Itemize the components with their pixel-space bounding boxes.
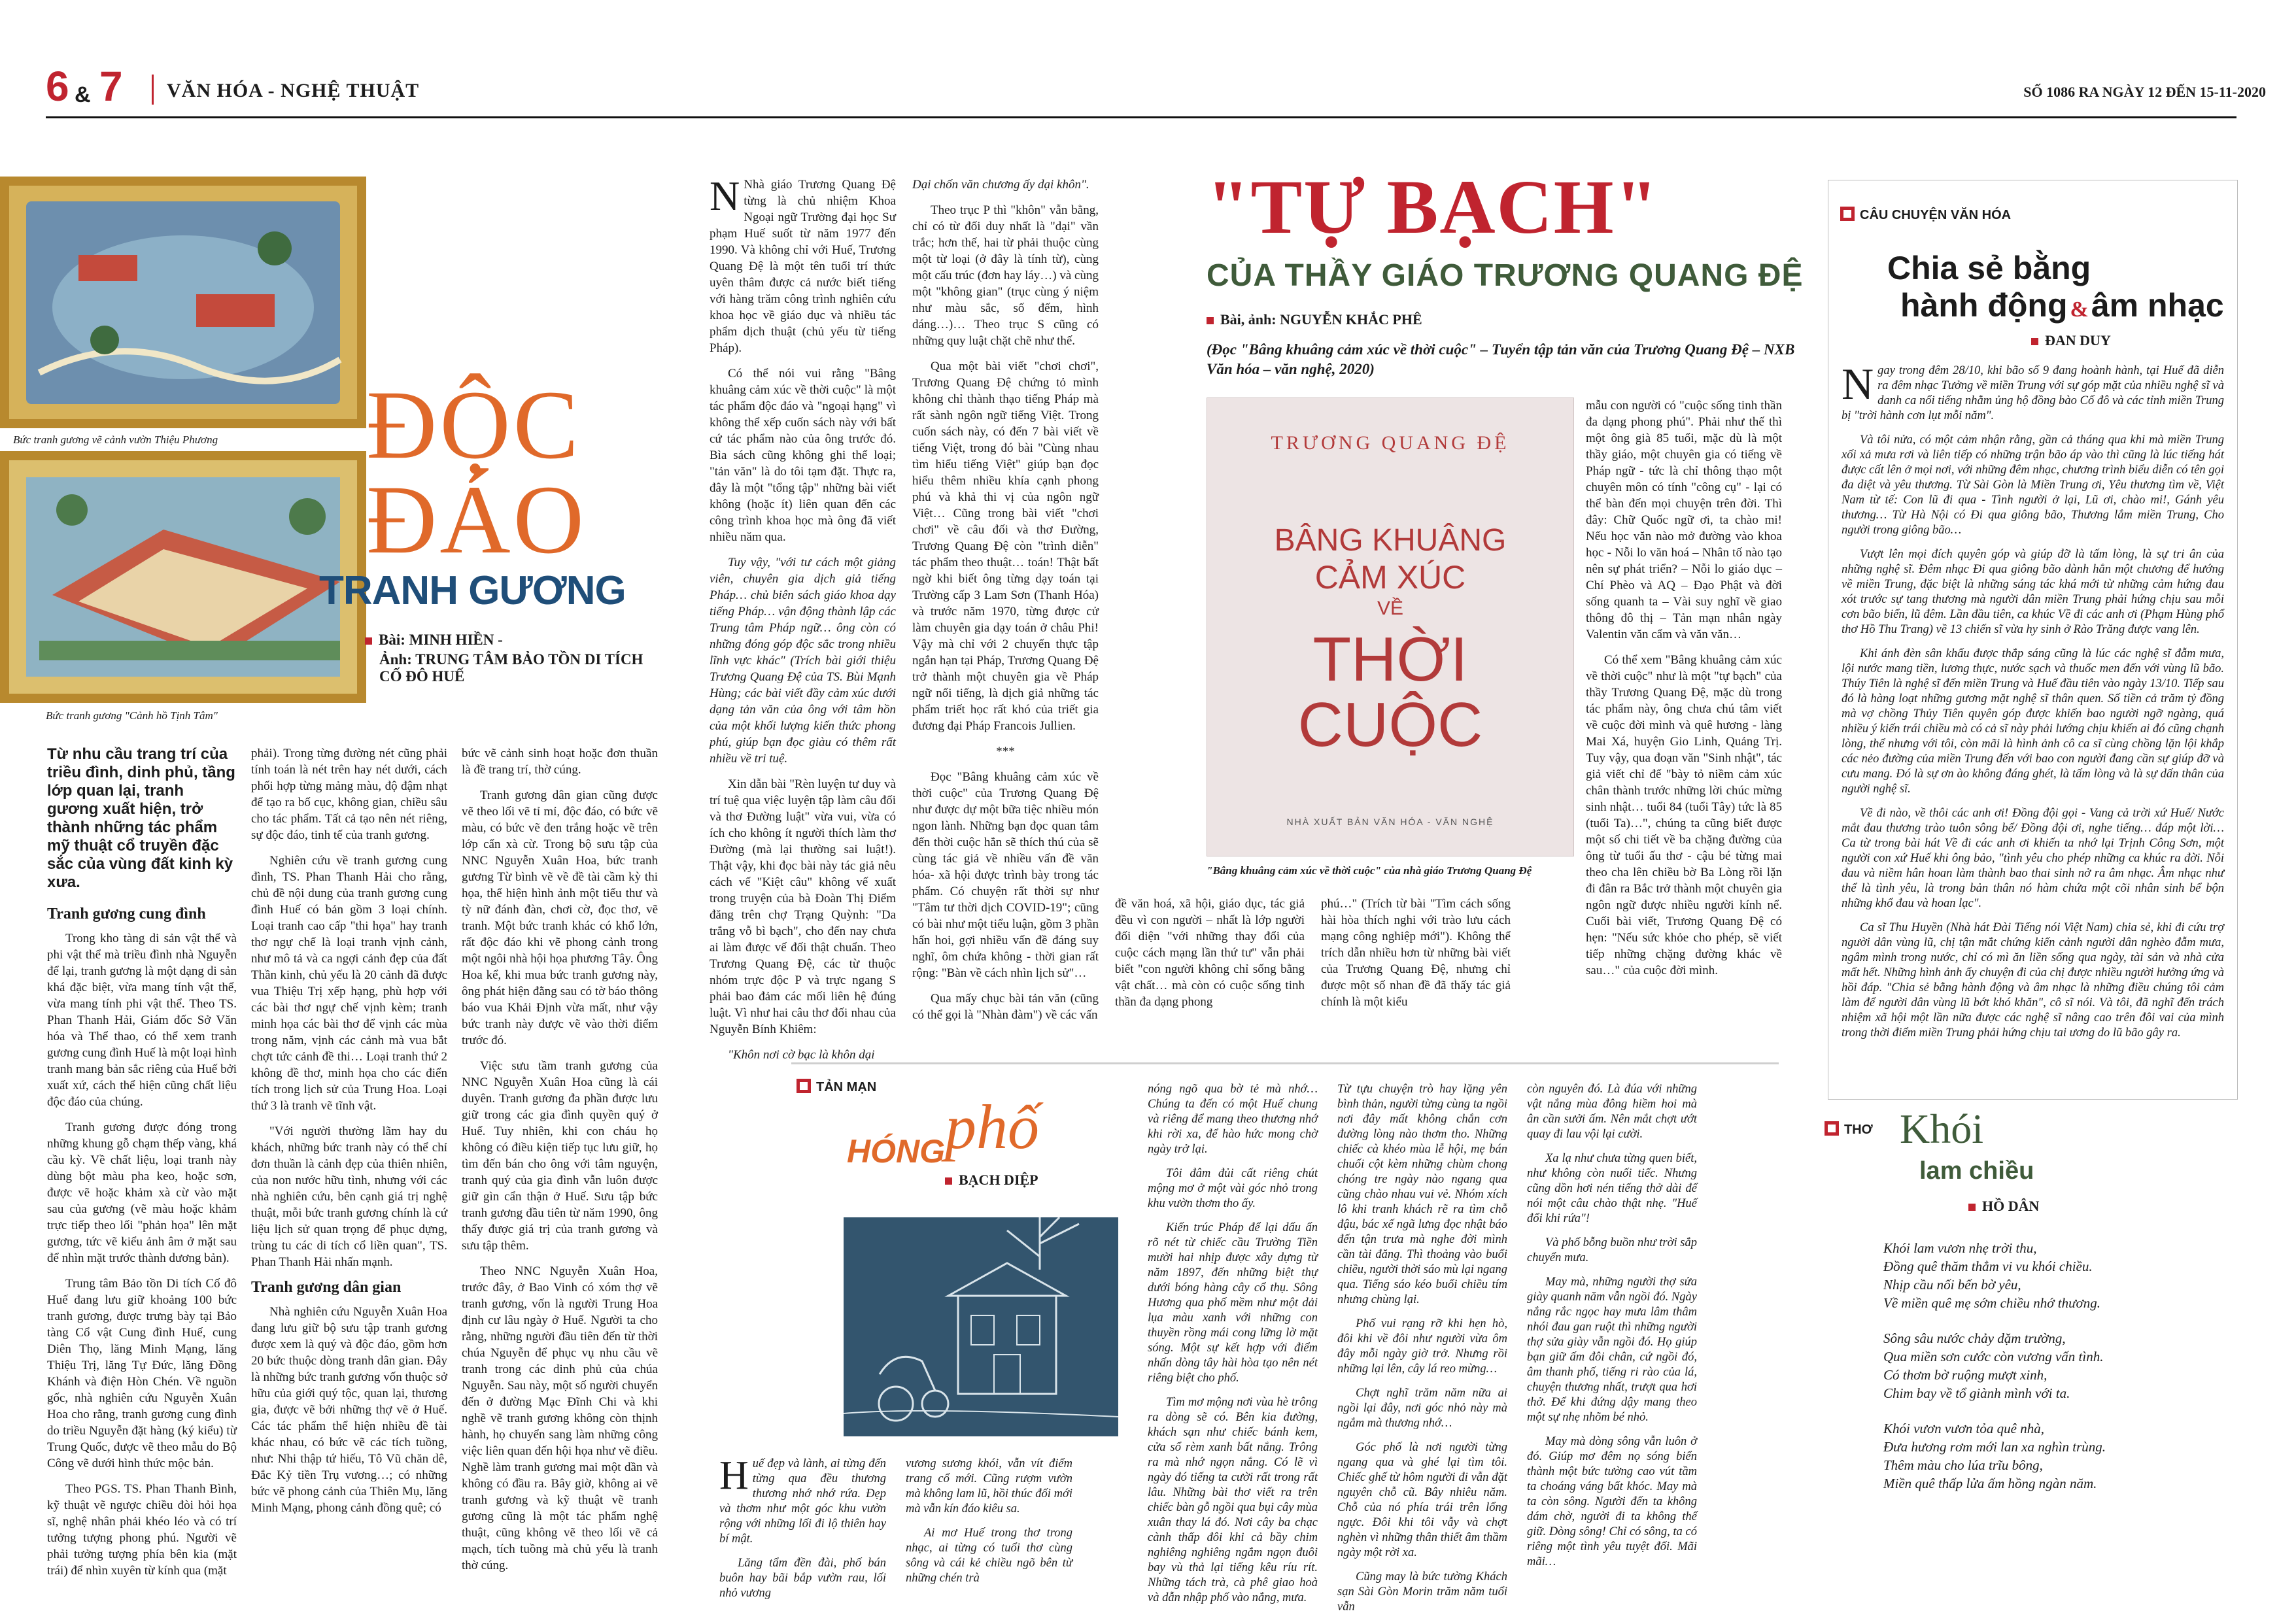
poem-tag-label: THƠ (1844, 1123, 1873, 1137)
photo-thieu-phuong (0, 177, 366, 428)
hong-pho-para: Kiến trúc Pháp để lại dấu ấn rõ nét từ chiếc cầu Trường Tiền mười hai nhịp được xây dựng từ năm 1897, đến những biệt thự dưới bóng hàng cây cổ thụ. Sông Hương qua phố mềm như một dải lụa màu xanh với những con thuyền rồng mái cong lững lờ mặt sóng. Một sự kết hợp với điểm nhấn dòng tây hài hòa tạo nên nét riêng biệt cho phố. (1148, 1221, 1318, 1385)
hong-pho-para: Chợt nghĩ trăm năm nữa ai ngồi lại đây, nơi góc nhỏ này mà ngắm mà thương nhớ… (1337, 1387, 1507, 1430)
street-house-illustration (844, 1217, 1118, 1436)
poem-title-2: lam chiều (1919, 1157, 2034, 1185)
hong-pho-para: Xa lạ như chưa từng quen biết, như không còn nuối tiếc. Nhưng cũng dồn hơi nén tiếng thở dài để nói một câu chào thật nhẹ. "Huế đổi khi rứa"! (1527, 1152, 1697, 1225)
article2-col5 (1586, 398, 1782, 988)
article1-para: Theo PGS. TS. Phan Thanh Bình, kỹ thuật vẽ ngược chiều đòi hỏi họa sĩ, nghệ nhân phải khéo léo và có trí tưởng tượng phong phú. Người vẽ phải tưởng tượng phía bên kia (mặt trái) để nhìn xuyên từ kính qua (mặt (47, 1482, 237, 1578)
article2-verse: Dại chốn văn chương ấy dại khôn". (912, 178, 1089, 192)
culture-para: Khi ánh đèn sân khấu được thắp sáng cũng là lúc các nghệ sĩ đẫm mưa, lội nước mang tiền, lương thực, nước sạch và thuốc men đến với vùng lũ bão. Thúy Tiên là nghệ sĩ đến miền Trung và Huế đầu tiên vào ngày 13/10. Tiếp sau đó là hàng loạt những gương mặt nghệ sĩ thân quen. Số tiền cả trăm tỷ đồng mà vợ chồng Thủy Tiên quyên góp được khiến bao người ngỡ ngàng, quá nhiều ý kiến trái chiều mà có cả sĩ này phải lướng chịu khiến ai đó cũng chạnh lòng, thể nhưng với tôi, còn mãi là hình ảnh cô ca sĩ cùng chồng lặn lội khắp các nẻo đường của miền Trung đến với bao con người đang cần sự giúp đỡ và cưu mang. Đó là sự ơn ào không đáng ghét, là tấm lòng và là sự dấn thân của người nghệ sĩ. (1842, 647, 2224, 796)
culture-title-word: âm nhạc (2091, 287, 2224, 324)
page-number-right: 7 (99, 63, 123, 110)
article2-para: Qua một bài viết "chơi chơi", Trương Quang Đệ chứng tỏ mình không chỉ thành thạo tiếng Pháp mà rất sành ngôn ngữ tiếng Việt. Trong cuốn sách này, có đến 7 bài viết về tiếng Việt, trong đó bài "Cùng nhau tìm hiểu tiếng Việt" giúp bạn đọc hiểu thêm nhiều khía cạnh phong phú và khả thi vị của ngôn ngữ Việt… Cũng trong bài viết "chơi chơi" về câu đối và thơ Đường, Trương Quang Đệ còn "trình diễn" tác phẩm theo thuật… toán! Thật bất ngờ khi biết ông từng dạy toán tại Trường cấp 3 Lam Sơn (Thanh Hóa) và trước năm 1970, từng được cử làm chuyên gia dạy toán ở châu Phi! Vậy mà chỉ với 2 chuyến thực tập ngắn hạn tại Pháp, Trương Quang Đệ trở thành một chuyên gia về Pháp ngữ nổi tiếng, là dịch giả những tác phẩm triết học rất khó của triết gia đương đại Pháp Francois Jullien. (912, 360, 1099, 733)
article1-title-tranh-guong: TRANH GƯƠNG (319, 568, 626, 613)
article1-para: Nhà nghiên cứu Nguyễn Xuân Hoa đang lưu giữ bộ sưu tập tranh gương được xem là quý và độc đáo, gồm hơn 20 bức thuộc dòng tranh dân gian. Đây là những bức tranh gương vốn thuộc sở hữu của giới quý tộc, quan lại, thương gia, được vẽ bởi những thợ vẽ ở Huế. Các tác phẩm thể hiện nhiều đề tài khác nhau, có bức vẽ các tích tuồng, như: Nhi thập tứ hiếu, Tô Vũ chăn dê, Đắc Kỷ tiền Trụ vương…; có những bức vẽ phong cảnh của Thiên Mụ, lăng Minh Mạng, phong cảnh đồng quê; có (251, 1305, 447, 1515)
hong-pho-dropcap: H (719, 1453, 749, 1498)
hong-pho-para: Góc phố là nơi người từng ngang qua và ghé lại tìm tôi. Chiếc ghế từ hôm người đi vẫn đặt nguyên chỗ cũ. Bây nhiêu năm. Chỗ của nó phía trái trên lổng ngực. Đôi khi tôi vẫy và chợt nghèn vì những thân thiết âm thầm ngày một rời xa. (1337, 1441, 1507, 1559)
poem-line: Khói vươn vươn tỏa quê nhà, (1883, 1421, 2044, 1436)
poem-line: Về miền quê mẹ sớm chiều nhớ thương. (1883, 1295, 2101, 1311)
culture-para-text: gay trong đêm 28/10, khi bão số 9 đang hoành hành, tại Huế đã diễn ra đêm nhạc Tưởng về miền Trung với sự góp mặt của nhiều nghệ sĩ và danh ca nổi tiếng nhằm ủng hộ đồng bào Cố đô và các tỉnh miền Trung bị "trời hành cơn lụt mỗi năm". (1842, 364, 2224, 422)
book-title-3: VỀ (1377, 598, 1404, 619)
article2-para: Theo trục P thì "khôn" vẫn bằng, chỉ có từ đối duy nhất là "dại" vần trắc; hơn thế, hai từ phải thuộc cùng một từ loại (ở đây là tính từ), cùng một cấu trúc (đơn hay láy…) và cùng một "không gian" (trục cùng ý niệm như màu sắc, số đếm, hình dáng…)… Theo trục S cũng có những quy luật chặt chẽ như thế. (912, 203, 1099, 348)
culture-title-word: hành động (1900, 287, 2068, 324)
article1-byline-author: Bài: MINH HIỀN - (379, 632, 503, 648)
article1-para: Trung tâm Bảo tồn Di tích Cố đô Huế đang lưu giữ khoảng 100 bức tranh gương, được trưng bày tại Bảo tàng Cổ vật Cung đình Huế, cung Diên Thọ, lăng Minh Mạng, lăng Thiệu Trị, lăng Tự Đức, lăng Đồng Khánh và điện Hòn Chén. Về nguồn gốc, nhà nghiên cứu Nguyễn Xuân Hoa cho rằng, tranh gương cung đình do triều Nguyễn đặt hàng (ký kiểu) từ Trung Quốc, được vẽ theo mẫu do Bộ Công vẽ dưới hình thức mộc bản. (47, 1277, 237, 1470)
byline-marker-icon (945, 1177, 952, 1185)
poem-line: Có thơm bờ ruộng mượt xinh, (1883, 1367, 2048, 1383)
article2-separator: *** (996, 745, 1015, 758)
tan-man-tag (797, 1079, 876, 1096)
culture-author (2031, 332, 2111, 349)
article2-dropcap: N (710, 173, 740, 219)
article2-para (710, 173, 896, 356)
article2-col2 (912, 177, 1099, 1032)
book-title-1: BÂNG KHUÂNG (1274, 523, 1507, 558)
article2-title: "TỰ BẠCH" (1207, 164, 1660, 250)
hong-pho-col1 (719, 1453, 886, 1610)
hong-pho-title-1: HÓNG (847, 1133, 945, 1170)
byline-marker-icon (1207, 317, 1214, 324)
hong-pho-para: Ai mơ Huế trong thơ trong nhạc, ai từng có tuổi thơ cùng sông và cái kẻ chiều ngõ bên từ những chén trà (906, 1527, 1072, 1585)
poem-author (1968, 1198, 2039, 1215)
article2-col4 (1321, 896, 1511, 1019)
poem-line: Chim bay về tổ giành mình với ta. (1883, 1385, 2070, 1401)
article1-lead: Từ nhu cầu trang trí của triều đình, dinh phủ, tầng lớp quan lại, tranh gương xuất hiện, trở thành những tác phẩm mỹ thuật cổ truyền đặc sắc của vùng đất kinh kỳ xưa. (47, 745, 235, 891)
section-name: VĂN HÓA - NGHỆ THUẬT (167, 80, 420, 101)
page-number-left: 6 (46, 63, 69, 110)
poem-title-1: Khói (1900, 1106, 1983, 1152)
book-publisher: NHÀ XUẤT BẢN VĂN HÓA - VĂN NGHỆ (1286, 817, 1494, 827)
article1-para: Việc sưu tầm tranh gương của NNC Nguyễn Xuân Hoa cũng là cái duyên. Tranh gương đa phần được lưu giữ trong các gia đình quyền quý ở Huế. Tuy nhiên, khi con cháu họ không có điều kiện tiếp tục lưu giữ, họ tìm đến bán cho ông với tâm nguyện, tranh quý của gia đình vẫn luôn được giữ gìn cẩn thận ở Huế. Sưu tập bức tranh gương đầu tiên từ năm 1990, ông thấy được giá trị của tranh gương và sưu tập thêm. (462, 1059, 658, 1253)
hong-pho-illustration (844, 1217, 1118, 1436)
culture-dropcap: N (1842, 359, 1874, 409)
poem-stanza-3 (1883, 1419, 2223, 1493)
culture-para: Về đi nào, về thôi các anh ơi! Đồng đội gọi - Vang cả trời xứ Huế/ Nước mắt đau thương trào tuôn sông bể/ Đồng đội ơi, nghe tiếng… đáp một lời… Ca từ trong bài hát Về đi các anh ơi khiến ta nhớ lại Trịnh Công Sơn, một người con xứ Huế khi ông bảo, "tình yêu cho phép những ca khúc ra đời. Nỗi đau và niềm hân hoan làm thành bao thai sinh nở ra âm nhạc. Âm nhạc như thể là tình yêu, là trong bản thân nó hàm chứa một cõi nhân sinh bể bộn những khổ đau và hoan lạc". (1842, 807, 2224, 910)
article1-subhead-2: Tranh gương dân gian (251, 1279, 402, 1296)
book-cover (1207, 398, 1574, 856)
article1-byline (365, 632, 666, 685)
hong-pho-para: nóng ngõ qua bờ tẻ mà nhớ… Chúng ta đến có một Huế chung và riêng để mang theo thương nhớ khi rời xa, để hào hức mong chờ ngày trở lại. (1148, 1083, 1318, 1156)
article1-col2 (251, 745, 447, 1525)
hong-pho-col4 (1337, 1082, 1507, 1624)
article2-verse: "Khôn nơi cờ bạc là khôn dại (728, 1048, 875, 1062)
hong-pho-para: May mà, những người thợ sửa giày quanh năm vẫn ngồi đó. Ngày nắng rắc ngọc hay mưa lâm thâm nhói đau gan ruột thì những người thợ sửa giày vẫn ngồi đó. Họ giúp bạn giữ ấm đôi chân, cứ ngồi đó, âm thanh phố, tiếng ri rào của lá, chuyện thương nhất, trượt qua hơi thở. Để khi đứng dậy mang theo một sự nhẹ nhõm bé nhỏ. (1527, 1276, 1697, 1424)
hong-pho-author-name: BẠCH DIỆP (959, 1172, 1038, 1188)
hong-pho-col3 (1148, 1082, 1318, 1615)
hong-pho-col5 (1527, 1082, 1697, 1579)
byline-marker-icon (365, 637, 372, 645)
article1-para: Tranh gương dân gian cũng được vẽ theo lối vẽ tỉ mỉ, độc đáo, có bức vẽ màu, có bức vẽ đen trắng hoặc vẽ trên lớp cẩn xà cừ. Trong bộ sưu tập của NNC Nguyễn Xuân Hoa, bức tranh gương Từ bình vẽ về đề tài cầm kỳ thi họa, thể hiện hình ảnh một tiểu thư và tỳ nữ đánh đàn, chơi cờ, đọc thơ, vẽ tranh. Một bức tranh khác có khổ lớn, rất độc đáo khi vẽ phong cảnh trong một ngôi nhà hội họa phương Tây. Ông Hoa kể, khi mua bức tranh gương này, ông phát hiện đằng sau có tờ báo thông báo vua Khải Định vừa mất, như vậy bức tranh này được vẽ vào thời điểm trước đó. (462, 788, 658, 1047)
article1-col1 (47, 745, 237, 1588)
article2-subtitle: CỦA THẦY GIÁO TRƯƠNG QUANG ĐỆ (1207, 258, 1804, 293)
article2-para: Có thể xem "Bâng khuâng cảm xúc về thời cuộc" như là một "tự bạch" của thầy Trương Quang Đệ, mặc dù trong tác phẩm này, ông chưa chú tâm viết về cuộc đời mình và quê hương - làng Mai Xá, huyện Gio Linh, Quảng Trị. Tuy vậy, qua đoạn văn "Sinh nhật", tác giả viết chỉ để "bày tỏ niềm cảm xúc chân thành trước những lời chúc mừng sinh nhật… tuổi 84 (tuổi Tây) tức là 85 (tuổi Ta)…", chúng ta cũng biết được một số chi tiết về ba chặng đường của ông từ tuổi ấu thơ - cậu bé từng mai theo cha lên chiều bờ Ba Lòng rồi lặn đi đân ra Bắc trở thành một chuyên gia ngôn ngữ được nhiều người kính nể. Cuối bài viết, Trương Quang Đệ có hẹn: "Nếu sức khỏe cho phép, sẽ viết tiếp những chặng đường khác về sau…" của cuộc đời mình. (1586, 653, 1782, 977)
article2-para: phú…" (Trích từ bài "Tìm cách sống hài hòa thích nghi với trào lưu cách mạng công nghiệp mới"). Không thể trích dẫn nhiều hơn từ những bài viết của Trương Quang Đệ, nhưng chỉ được một số nhan đề đã thấy tác giả chính là một kiểu (1321, 897, 1511, 1009)
mirror-painting-1-image (0, 177, 366, 428)
page-header (46, 65, 2266, 118)
tan-man-tag-box-icon (797, 1079, 811, 1093)
culture-tag (1840, 207, 2011, 224)
page-number-amp: & (75, 82, 91, 107)
article1-title-doc: ĐỘC (366, 371, 581, 479)
article2-byline-text: Bài, ảnh: NGUYỄN KHẮC PHÊ (1220, 311, 1422, 328)
culture-para (1842, 359, 2224, 424)
article2-col3 (1115, 896, 1305, 1019)
culture-author-name: ĐAN DUY (2045, 332, 2111, 348)
poem-line: Miền quê thấp lửa ấm hồng ngàn năm. (1883, 1476, 2097, 1491)
poem-tag (1825, 1121, 1873, 1139)
caption-tinh-tam: Bức tranh gương "Cảnh hồ Tịnh Tâm" (46, 709, 218, 722)
article2-para: Đọc "Bâng khuâng cảm xúc về thời cuộc" của Trương Quang Đệ như được dự một bữa tiệc nhiều món ngon lành. Những bạn đọc quan tâm đến thời cuộc hẳn sẽ thích thú của sẽ cùng tác giả về nhiều vấn đề văn hóa- xã hội được trình bày trong tác phẩm. Có chuyện rất thời sự như "Tâm tư thời dịch COVID-19"; cũng có bài như một tiểu luận, gồm 3 phần hấn hoi, gợi nhiều vấn đề đáng suy nghĩ, ôm chứa không - thời gian rất rộng: "Bàn về cách nhìn lịch sử"… (912, 770, 1099, 980)
hong-pho-para: Từ tựu chuyện trò hay lặng yên bình thản, người từng cùng ta ngồi nơi đây mất không chắn cơn đường lòng nào thơm tho. Những chiếc cà khéo mùa lễ hội, mẹ bán chuối cột kèm những chùm chong chóng tre ngày nào ngang qua cũng chào nhau vui vẻ. Nhóm xích lô khi tranh khách rẽ ra tìm chỗ đậu, bác xế ngã lưng đọc nhật báo đến tận trưa mà nghe đời mình cần tài đăng. Thì thoảng vào buổi chiều, người thời sáo mù lại ngang qua. Tiếng sáo kéo buổi chiều tím nhưng chùng lại. (1337, 1083, 1507, 1306)
book-caption: "Bâng khuâng cảm xúc về thời cuộc" của nhà giáo Trương Quang Đệ (1207, 864, 1532, 877)
culture-title-1: Chia sẻ bằng (1887, 250, 2091, 286)
article2-para: Qua mấy chục bài tản văn (cũng có thể gọi là "Nhàn đàm") về các vấn (912, 992, 1099, 1022)
hong-pho-para: còn nguyên đó. Là đúa với những vật nắng mùa đông hiềm hoi mà ân cần sưởi ấm. Nên mắt chợt ướt quay đi lau vội lại cười. (1527, 1083, 1697, 1141)
article1-para: "Với người thường lãm hay du khách, những bức tranh này có thể chỉ đơn thuần là cảnh đẹp của thiên nhiên, của non nước hữu tình, nhưng với các nhà nghiên cứu, bên cạnh giá trị nghệ thuật, mỗi bức tranh gương chính là cứ liệu lịch sử quan trọng để phục dựng, trùng tu các di tích cổ liền quan", TS. Phan Thanh Hải nhấn mạnh. (251, 1125, 447, 1269)
byline-marker-icon (1968, 1204, 1976, 1211)
article1-para: phải). Trong từng đường nét cũng phải tính toán là nét trên hay nét dưới, cách phối hợp từng mảng màu, độ đậm nhạt để tạo ra bố cục, không gian, chiều sâu cho tác phẩm. Tất cả tạo nên nét riêng, sự độc đáo, tinh tế của tranh gương. (251, 747, 447, 842)
poem-stanza-1 (1883, 1239, 2223, 1312)
byline-marker-icon (2031, 338, 2038, 345)
culture-para: Và tôi nửa, có một cảm nhận rằng, gần cả tháng qua khi mà miền Trung xối xả mưa rơi và liên tiếp có những trận bão áp vào thì cũng là lúc tiếng hát được cất lên ở mọi nơi, với những đêm nhạc, chương trình biểu diễn có tên gọi đa diệt và yêu thương. Từ Sài Gòn là Miền Trung ơi, Yêu thương tìm về, Việt Nam từ tế: Con lũ đi qua - Tình người ở lại, Lũ ơi, chào mi!, Gánh yêu thương… Từ Hà Nội có Đi qua giông bão, Thương lắm miền Trung, Cho người trong giông bão… (1842, 433, 2224, 537)
poem-line: Khói lam vươn nhẹ trời thu, (1883, 1240, 2037, 1256)
tan-man-tag-label: TẢN MẠN (816, 1080, 877, 1094)
culture-title-2 (1900, 286, 2224, 324)
hong-pho-para-text: uế đẹp và lành, ai từng đến từng qua đều thương thương nhớ nhớ rứa. Đẹp và thơm như một góc khu vườn rộng với những lối đi lộ thiên hay bí mật. (719, 1457, 886, 1546)
hong-pho-author (945, 1172, 1038, 1189)
article2-para: Tuy vậy, "với tư cách một giảng viên, chuyên gia dịch giả tiếng Pháp… chủ biên sách giáo khoa dạy tiếng Pháp… vận động thành lập các Trung tâm Pháp ngữ… ông còn có những đóng góp độc sắc trong nhiều lĩnh vực khác" (Trích bài giới thiệu Trương Quang Đệ của TS. Bùi Mạnh Hùng; các bài viết đầy cảm xúc dưới dạng tản văn của ông với tâm hồn của một khối lượng kiến thức phong phú, giúp bạn đọc giàu có thêm rất nhiều về tri tuệ. (710, 556, 896, 766)
hong-pho-para: May mà dòng sông vẫn luôn ở đó. Giúp mơ đêm nọ sóng biển thành một bức tường cao vút tầm ta choáng váng bất khóc. May mà ta còn sông. Người đến ta không dám chờ, người đi ta không thể giữ. Dòng sông! Chỉ có sông, ta có riêng một tình yêu tuyệt đối. Mãi mãi… (1527, 1435, 1697, 1568)
hong-pho-para: Tôi đâm đủi cất riêng chút mộng mơ ở một vài góc nhỏ trong khu vườn thơm tho ấy. (1148, 1167, 1318, 1210)
article2-para: Có thể nói vui rằng "Bâng khuâng cảm xúc về thời cuộc" là một tác phẩm độc đáo và "ngoại hạng" vì không thể xếp cuốn sách này với bất cứ tác phẩm nào của ông trước đó. Bìa sách cũng không ghi thể loại; "tản văn" là do tôi tạm đặt. Thực ra, đây là một "tổng tập" những bài viết không (hoặc ít) liên quan đến các công trình khoa học mà ông đã viết nhiều năm qua. (710, 367, 896, 544)
photo-tinh-tam (0, 451, 366, 703)
hong-pho-title-2: phố (945, 1092, 1039, 1162)
hong-pho-para (719, 1453, 886, 1547)
book-title-2: CẢM XÚC (1314, 559, 1466, 596)
poem-line: Qua miền sơn cước còn vương vấn tình. (1883, 1349, 2104, 1364)
caption-thieu-phuong: Bức tranh gương vẽ cảnh vườn Thiệu Phương (13, 433, 218, 446)
poem-stanza-2 (1883, 1329, 2223, 1402)
article2-byline (1207, 311, 1422, 328)
culture-tag-box-icon (1840, 207, 1855, 221)
issue-info: SỐ 1086 RA NGÀY 12 ĐẾN 15-11-2020 (2023, 84, 2266, 100)
culture-para: Vượt lên mọi đích quyên góp và giúp đỡ là tấm lòng, là sự tri ân của những nghệ sĩ. Đêm nhạc Đi qua giông bão dành hẳn một chương để hướng về miền Trung, đặc biệt là những sáng tác khá mới từ những cảm hứng đau xót trước sự tang thương mà người dân miền Trung phải hứng chịu sau mỗi cơn bão biển, lũ đêm. Lần đầu tiên, ca khúc Về đi các anh ơi (Phạm Hùng phổ thơ Hồ Thu Trang) về 13 chiến sĩ vừa hy sinh ở Rào Trăng được vang lên. (1842, 548, 2224, 636)
article1-para: Trong kho tàng di sản vật thể và phi vật thể mà triều đình nhà Nguyễn để lại, tranh gương là một dạng di sản khá đặc biệt, vừa mang tính vật thể, vừa mang tính phi vật thể. Theo TS. Phan Thanh Hải, Giám đốc Sở Văn hóa và Thể thao, có thể xem tranh gương cung đình Huế là một loại hình tranh mang bản sắc riêng của Huế bởi xuất xứ, cách thể hiện cũng chất liệu độc đáo của chúng. (47, 932, 237, 1109)
poem-line: Đưa hương rơm mới lan xa nghìn trùng. (1883, 1439, 2106, 1455)
culture-tag-label: CÂU CHUYỆN VĂN HÓA (1860, 208, 2012, 222)
hong-pho-para: Cũng may là bức tường Khách sạn Sài Gòn Morin trăm năm tuổi vẫn (1337, 1570, 1507, 1614)
culture-story-box (1828, 180, 2238, 1100)
header-rule (46, 116, 2236, 118)
article2-para: mẫu con người có "cuộc sống tinh thần đa dạng phong phú". Phải như thế thì một ông già 85 tuổi, mặc dù là một thầy giáo, một chuyên gia có tiếng về Pháp ngữ - tức là chỉ thông thạo một chuyên môn có tính "công cụ" - lại có thể bàn đến mọi chuyện trên đời. Thì đây: Chữ Quốc ngữ ơi, ta chào mi! Nếu học văn nào mở đường vào khoa học - Nỗi lo văn hoá – Nhân tố nào tạo nên sự phát triển? – Nỗi lo giáo dục – Chí Phèo và AQ – Đạo Phật và đời sống quanh ta – Vài suy nghĩ về giao thông đô thị – Tản mạn nhân ngày Valentin văn cẩm và văn văn… (1586, 399, 1782, 641)
article1-byline-photo: Ảnh: TRUNG TÂM BẢO TỒN DI TÍCH CỐ ĐÔ HUẾ (379, 651, 643, 685)
article2-para: đề văn hoá, xã hội, giáo dục, tác giả đều vì con người – nhất là lớp người đối diện "với những thay đổi của cuộc cách mạng lần thứ tư" vẫn phải biết "con người không chỉ sống bằng vật chất… mà còn có cuộc sống tinh thần đa dạng phong (1115, 897, 1305, 1009)
article2-col1 (710, 173, 896, 1072)
book-title-4: THỜI (1312, 624, 1468, 694)
article2-para-text: Nhà giáo Trương Quang Đệ từng là chủ nhiệm Khoa Ngoại ngữ Trường đại học Sư phạm Huế suốt từ năm 1977 đến 1990. Và không chỉ với Huế, Trương Quang Đệ là một tên tuổi trí thức uyên thâm được cả nước biết tiếng với hàng trăm công trình nghiên cứu khoa học về giáo dục và nhiều tác phẩm dịch thuật (chủ yếu từ tiếng Pháp). (710, 178, 896, 355)
article2-intro: (Đọc "Bâng khuâng cảm xúc về thời cuộc" – Tuyển tập tản văn của Trương Quang Đệ – NXB Văn hóa – văn nghệ, 2020) (1207, 341, 1795, 377)
book-title-5: CUỘC (1297, 690, 1483, 760)
poem-tag-box-icon (1825, 1121, 1839, 1136)
article2-para: Xin dẫn bài "Rèn luyện tư duy và trí tuệ qua việc luyện tập làm câu đối và thơ Đường luật" vừa vui, vừa có ích cho không ít người thích làm thơ Đường (mà lại thường sai luật!). Thật vậy, khi đọc bài này tác giả nêu cách vế "Kiệt câu" không vế xuất trong truyện của bà Đoàn Thị Điểm đăng trên chợ Trạng Quỳnh: "Da trắng vỗ bì bạch", cho đến nay chưa ai làm được vế đối thật chuẩn. Theo Trương Quang Đệ, các từ thuộc nhóm trực độc P và trực ngang S phải bao đảm các mối liên hệ đúng luật. Vì như hai câu thơ đối nhau của Nguyễn Bính Khiêm: (710, 777, 896, 1036)
article1-col3 (462, 745, 658, 1583)
mirror-painting-2-image (0, 451, 366, 703)
poem-author-name: HỒ DÂN (1982, 1198, 2040, 1214)
poem-line: Đồng quê thăm thẳm vi vu khói chiều. (1883, 1259, 2093, 1274)
hong-pho-para: Và phố bỗng buồn như trời sắp chuyển mưa. (1527, 1236, 1697, 1264)
hong-pho-para: Phố vui rạng rỡ khi hẹn hò, đôi khi về đôi như người vừa ôm đây mỗi ngày giờ trở. Nhưng rồi những lại lên, cây lá reo mừng… (1337, 1317, 1507, 1376)
article1-para: Theo NNC Nguyễn Xuân Hoa, trước đây, ở Bao Vinh có xóm thợ vẽ tranh gương, vốn là người Trung Hoa định cư lâu ngày ở Huế. Người ta cho rằng, những người đầu tiên đến từ thời chúa Nguyễn để phục vụ nhu cầu vẽ tranh trong các dinh phủ của chúa Nguyễn. Sau này, một số người chuyển đến ở đường Mạc Đĩnh Chi và khi nghề vẽ tranh gương không còn thịnh hành, họ chuyển sang làm những công việc liên quan đến hội họa như vẽ điều. Nghề làm tranh gương mai một dần và không có đầu ra. Bây giờ, không ai vẽ tranh gương và kỹ thuật vẽ tranh gương cũng là một tác phẩm nghệ thuật, cũng không vẽ theo lối vẽ cả mạch, tích tuồng mà chủ yếu là tranh thờ cúng. (462, 1264, 658, 1572)
hong-pho-para: Tìm mơ mộng nơi vùa hè trông ra dòng sẽ có. Bên kia đường, khách sạn như chiếc bánh kem, cửa sổ rèm xanh bất nắng. Trông ra mà nhớ ngọn nắng. Có lẽ vì ngày đó tiếng ta cười rất trong rất lâu. Những bài thơ viết ra trên chiếc bàn gỗ ngồi qua bụi cây mùa xuân thay lá đó. Nơi cây ba chạc cành thấp đôi khi cả bầy chim nghiêng nghiêng ngắm ngọn đuôi bay vù thả lại tiếng kêu ríu rít. Những tách trà, cà phê giao hoà và dẫn nhập phố vào nắng, mưa. (1148, 1396, 1318, 1604)
section-divider (791, 1062, 1779, 1064)
poem-line: Nhịp cầu nối bến bờ yêu, (1883, 1277, 2021, 1293)
header-divider (152, 75, 154, 105)
book-author: TRƯƠNG QUANG ĐỆ (1271, 432, 1510, 454)
culture-para: Ca sĩ Thu Huyền (Nhà hát Đài Tiếng nói Việt Nam) chia sẻ, khi đi cứu trợ người dân vùng lũ, chị tận mắt chứng kiến cảnh người dân nghèo đẫm mưa, ngâm mình trong nước, chỉ có mì ăn liền sống qua ngày, tài sản và nhà cửa mất hết. Những hình ảnh ấy chuyện đi của chị được nhiều người hưởng ứng và hồi đáp. "Chia sẻ bằng hành động và âm nhạc là những điều chúng tôi cảm làm để người dân vùng lũ bớt khó khăn", cô sĩ nói. Và tôi, đã nghĩ đến trách nhiệm xã hội một lần nữa được các nghệ sĩ nâng cao trên đôi vai của mình trong thời điểm miền Trung phải hứng chịu tai ương do lũ bão gây ra. (1842, 921, 2224, 1040)
hong-pho-para: vương sương khói, vẫn vít điểm trang cổ mới. Cũng rượm vườn mà không lam lũ, hồi thúc đối mới mà vẫn kín đáo kiêu sa. (906, 1457, 1072, 1515)
hong-pho-para: Lăng tẩm đền đài, phố bán buôn hay bãi bắp vườn rau, lối nhỏ vương (719, 1557, 886, 1600)
article1-subhead-1: Tranh gương cung đình (47, 905, 206, 922)
article1-title-dao: ĐÁO (366, 465, 587, 574)
poem-line: Sông sâu nước chảy dặm trường, (1883, 1330, 2066, 1346)
article1-para: Tranh gương được đóng trong những khung gỗ chạm thếp vàng, khá cầu kỳ. Về chất liệu, loại tranh này dùng bột màu pha keo, hoặc sơn, được vẽ hoặc khảm xà cừ vào mặt sau của gương (vẽ màu hoặc khảm trực tiếp theo lối "phản họa" lên mặt gương, tức vẽ kiểu ảnh âm ở mặt sau để nhìn mặt trước thành dương bản). (47, 1121, 237, 1265)
poem-line: Thêm màu cho lúa trĩu bông, (1883, 1457, 2043, 1473)
culture-body (1842, 359, 2224, 1050)
article1-para: bức vẽ cảnh sinh hoạt hoặc đơn thuần là đề trang trí, thờ cúng. (462, 747, 658, 777)
article1-para: Nghiên cứu về tranh gương cung đình, TS. Phan Thanh Hải cho rằng, chủ đề nội dung của tranh gương cung đình Huế có bản gồm 3 loại chính. Loại tranh cao cấp "thi họa" hay tranh thơ ngự chế là loại tranh vịnh cảnh, như mô tả và ca ngợi cảnh đẹp của đất Thần kinh, chủ yếu là 20 cảnh đã được vua Thiệu Trị xếp hạng, phù hợp với các bài thơ ngự chế vịnh kèm; tranh minh họa các bài thơ để vịnh các mùa trong năm, vịnh các cảnh mà vua bắt chợt tức cảnh đề thi… Loại tranh thứ 2 không đề thơ, minh họa cho các điển tích trong lịch sử của Trung Hoa. Loại thứ 3 là tranh vẽ tĩnh vật. (251, 854, 447, 1113)
poem-body (1883, 1239, 2223, 1493)
culture-title-amp: & (2070, 297, 2089, 322)
hong-pho-col2 (906, 1457, 1072, 1595)
